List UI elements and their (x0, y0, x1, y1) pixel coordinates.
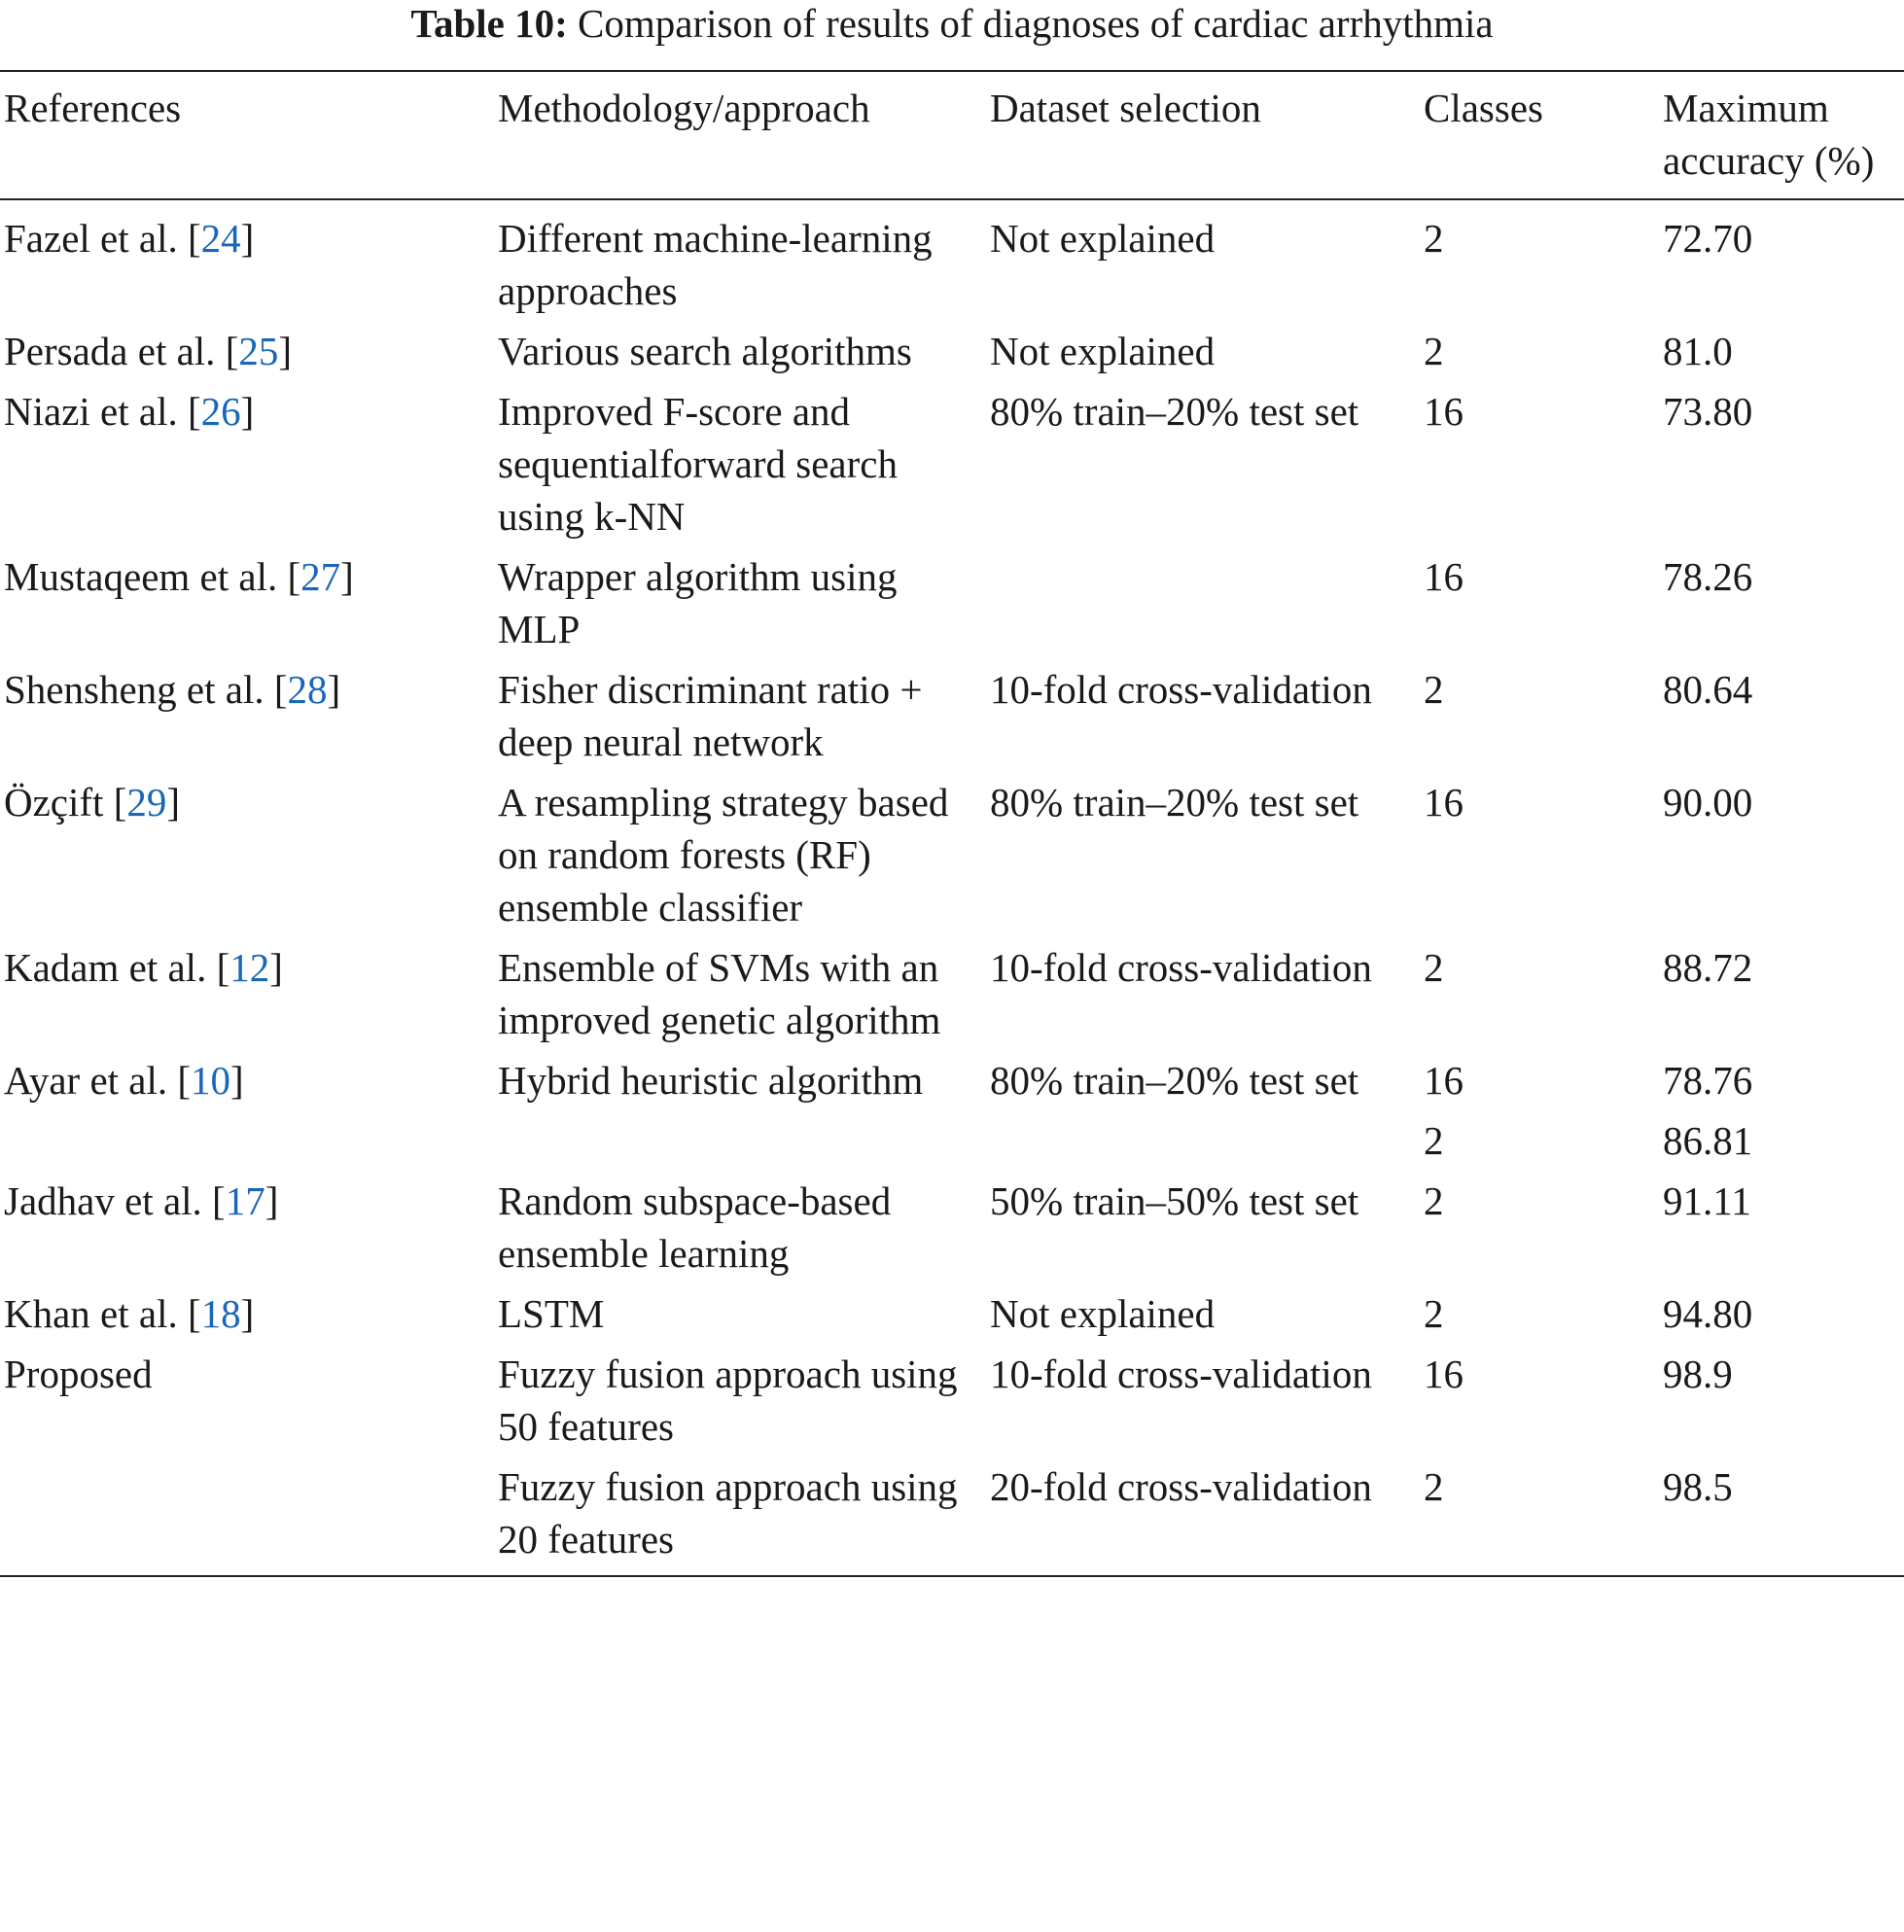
reference-author: Ayar et al. (4, 1058, 168, 1103)
reference-author: Kadam et al. (4, 945, 207, 990)
cell-dataset: 10-fold cross-validation (990, 945, 1372, 990)
table-row (0, 1348, 1904, 1460)
caption-text: Comparison of results of diagnoses of cardiac arrhythmia (578, 1, 1494, 46)
cell-methodology: Fuzzy fusion approach using 50 features (498, 1352, 958, 1449)
reference-author: Persada et al. (4, 329, 216, 373)
citation-link[interactable]: 10 (191, 1058, 231, 1103)
cell-methodology: Fisher discriminant ratio + deep neural network (498, 667, 923, 764)
header-classes: Classes (1424, 86, 1543, 130)
citation-link[interactable]: 26 (200, 389, 241, 434)
reference-author: Proposed (4, 1352, 153, 1396)
cell-accuracy: 81.0 (1663, 329, 1733, 373)
cell-methodology: Fuzzy fusion approach using 20 features (498, 1464, 958, 1562)
cell-methodology: Different machine-learning approaches (498, 216, 933, 313)
cell-reference (0, 1348, 494, 1460)
cell-reference: Persada et al. [25] (4, 329, 292, 373)
cell-classes: 2 (1424, 1291, 1444, 1336)
cell-accuracy: 91.11 (1663, 1178, 1751, 1223)
cell-classes: 2 (1424, 329, 1444, 373)
cell-dataset: 80% train–20% test set (990, 780, 1359, 825)
table-row (0, 550, 1904, 663)
table-row (0, 941, 1904, 1054)
cell-reference: Jadhav et al. [17] (4, 1178, 279, 1223)
citation-link[interactable]: 17 (225, 1178, 265, 1223)
reference-author: Niazi et al. (4, 389, 178, 434)
table-body (0, 199, 1904, 1576)
citation-link[interactable]: 29 (126, 780, 167, 825)
header-dataset: Dataset selection (990, 86, 1261, 130)
cell-accuracy: 94.80 (1663, 1291, 1753, 1336)
cell-accuracy: 78.26 (1663, 554, 1753, 599)
cell-reference: Niazi et al. [26] (4, 389, 255, 434)
cell-dataset: Not explained (990, 216, 1216, 261)
cell-dataset: Not explained (990, 329, 1216, 373)
cell-reference: Shensheng et al. [28] (4, 667, 341, 712)
cell-dataset: 10-fold cross-validation (990, 1352, 1372, 1396)
table-row (0, 1054, 1904, 1114)
cell-dataset: Not explained (990, 1291, 1216, 1336)
table-row (0, 1460, 1904, 1576)
cell-methodology: LSTM (498, 1291, 605, 1336)
cell-accuracy: 88.72 (1663, 945, 1753, 990)
cell-classes: 16 (1424, 780, 1463, 825)
cell-classes: 16 (1424, 1352, 1463, 1396)
cell-dataset: 50% train–50% test set (990, 1178, 1359, 1223)
header-references: References (4, 86, 182, 130)
cell-reference: Özçift [29] (4, 780, 181, 825)
cell-classes: 2 (1424, 216, 1444, 261)
reference-author: Jadhav et al. (4, 1178, 202, 1223)
cell-reference: Kadam et al. [12] (4, 945, 283, 990)
cell-accuracy: 98.5 (1663, 1464, 1733, 1509)
cell-dataset (986, 1114, 1420, 1175)
cell-classes: 16 (1424, 554, 1463, 599)
cell-methodology: Wrapper algorithm using MLP (498, 554, 898, 651)
cell-classes: 2 (1424, 1118, 1444, 1163)
header-row (0, 71, 1904, 199)
cell-methodology: Various search algorithms (498, 329, 912, 373)
cell-accuracy: 98.9 (1663, 1352, 1733, 1396)
cell-accuracy: 80.64 (1663, 667, 1753, 712)
citation-link[interactable]: 12 (229, 945, 270, 990)
table-caption (0, 0, 1904, 47)
reference-author: Khan et al. (4, 1291, 178, 1336)
cell-reference: Fazel et al. [24] (4, 216, 255, 261)
table-row (0, 199, 1904, 325)
table-row (0, 1287, 1904, 1348)
cell-reference: Ayar et al. [10] (4, 1058, 244, 1103)
cell-dataset: 20-fold cross-validation (990, 1464, 1372, 1509)
cell-methodology: Random subspace-based ensemble learning (498, 1178, 892, 1276)
cell-dataset (986, 550, 1420, 663)
citation-link[interactable]: 18 (200, 1291, 241, 1336)
cell-methodology (494, 1114, 986, 1175)
header-methodology: Methodology/approach (498, 86, 870, 130)
cell-methodology: Improved F-score and sequentialforward search using k-NN (498, 389, 898, 539)
citation-link[interactable]: 27 (300, 554, 341, 599)
table-row (0, 776, 1904, 941)
table-row (0, 1175, 1904, 1287)
cell-reference (0, 1114, 494, 1175)
header-accuracy: Maximum accuracy (%) (1663, 86, 1875, 183)
cell-reference: Khan et al. [18] (4, 1291, 255, 1336)
cell-classes: 16 (1424, 1058, 1463, 1103)
caption-label: Table 10: (410, 1, 568, 46)
cell-accuracy: 78.76 (1663, 1058, 1753, 1103)
cell-classes: 16 (1424, 389, 1463, 434)
comparison-table-container (0, 70, 1904, 1577)
table-header (0, 71, 1904, 199)
reference-author: Shensheng et al. (4, 667, 264, 712)
table-row (0, 385, 1904, 550)
table-row (0, 663, 1904, 776)
cell-classes: 2 (1424, 667, 1444, 712)
reference-author: Mustaqeem et al. (4, 554, 278, 599)
citation-link[interactable]: 25 (238, 329, 279, 373)
cell-accuracy: 86.81 (1663, 1118, 1753, 1163)
cell-reference (0, 1460, 494, 1576)
cell-classes: 2 (1424, 945, 1444, 990)
citation-link[interactable]: 24 (200, 216, 241, 261)
cell-accuracy: 90.00 (1663, 780, 1753, 825)
reference-author: Fazel et al. (4, 216, 178, 261)
cell-dataset: 80% train–20% test set (990, 389, 1359, 434)
cell-methodology: Hybrid heuristic algorithm (498, 1058, 924, 1103)
cell-reference: Mustaqeem et al. [27] (4, 554, 354, 599)
comparison-table (0, 70, 1904, 1577)
cell-dataset: 10-fold cross-validation (990, 667, 1372, 712)
cell-accuracy: 72.70 (1663, 216, 1753, 261)
cell-methodology: Ensemble of SVMs with an improved genetic algorithm (498, 945, 941, 1042)
table-row (0, 1114, 1904, 1175)
citation-link[interactable]: 28 (287, 667, 328, 712)
cell-methodology: A resampling strategy based on random forests (RF) ensemble classifier (498, 780, 949, 930)
cell-accuracy: 73.80 (1663, 389, 1753, 434)
reference-author: Özçift (4, 780, 104, 825)
cell-classes: 2 (1424, 1464, 1444, 1509)
table-row (0, 325, 1904, 385)
cell-classes: 2 (1424, 1178, 1444, 1223)
cell-dataset: 80% train–20% test set (990, 1058, 1359, 1103)
